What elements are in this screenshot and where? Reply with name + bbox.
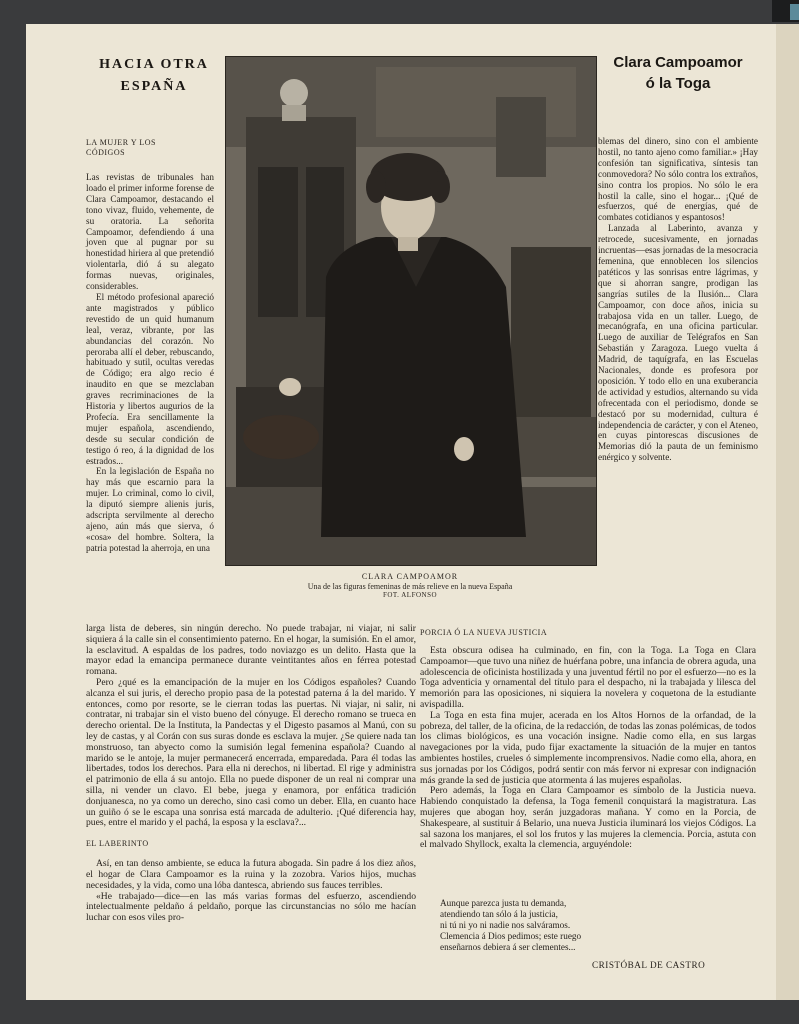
column-three [86, 624, 416, 924]
caption-credit: FOT. ALFONSO [382, 591, 438, 599]
subhead-porcia: PORCIA Ó LA NUEVA JUSTICIA [420, 628, 548, 637]
col3-paragraph-3: Así, en tan denso ambiente, se educa la futura abogada. Sin padre á los diez años, el hogar de Clara Campoamor es la ruina y la zozobra. Varios hijos, muchas necesidades, y la vida, como una lóba dantesca, abriendo sus fauces terribles. [86, 858, 416, 891]
caption-name: CLARA CAMPOAMOR [361, 572, 459, 581]
verse-line-5: enseñarnos debiera á ser clementes... [440, 942, 576, 952]
col4-paragraph-1: Esta obscura odisea ha culminado, en fin, con la Toga. La Toga en Clara Campoamor—que tuvo una niñez de huérfana pobre, una infancia de obrera aguda, una adolescencia de oficinista hostilizada y una juventud fértil no por el esfuerzo—no es la Toga adventicia y ornamental del título para el despacho, ni la trabajada y lilesca del memorión para las oposiciones, ni siquiera la novelera y coquetona de la estudiante avispadilla. [420, 645, 756, 710]
author-signature: CRISTÓBAL DE CASTRO [592, 960, 706, 970]
col1-paragraph-2: El método profesional apareció ante magistrados y público revestido de un quid humanum leal, veraz, vibrante, por las abundancias del corazón. No peroraba allí el deber, rebuscando, habituado y sutil, ocultas veredas de Código; era algo recio é inaudito en que se mezclaban graves recriminaciones de la Historia y libertos augurios de la Profecía. Era sencillamente la mujer española, ascendiendo, desde su secular condición de testigo ó reo, á la dignidad de los estrados... [86, 291, 214, 466]
column-two [598, 136, 758, 463]
section-title [84, 54, 224, 98]
article-title-line2: ó la Toga [645, 75, 711, 92]
column-four [420, 628, 756, 851]
subhead-mujer-codigos: LA MUJER Y LOS CÓDIGOS [86, 138, 156, 157]
verse-line-1: Aunque parezca justa tu demanda, [440, 898, 567, 908]
col3-paragraph-4: «He trabajado—dice—en las más varias formas del esfuerzo, ascendiendo intelectualmente peldaño á peldaño, porque las circunstancias no sólo me hacían luchar con esos viles pro- [86, 890, 416, 924]
col3-paragraph-2: Pero ¿qué es la emancipación de la mujer en los Códigos españoles? Cuando alcanza el sui juris, el derecho propio pasa de la potestad paterna á la del marido. Y entonces, como por resorte, se le cierran todas las puertas. Ni viajar, ni salir, ni contratar, ni trabajar sin el visto bueno del cónyuge. El derecho romano se trueca en derecho oriental. De la Instituta, la Pandectas y el Digesto pasamos al Manú, con su ley de castas, y al Corán con sus suras donde es esclava la mujer. ¿Se quiere nada tan monstruoso, tan abyecto como la sumisión legal femenina española? Cuando al marido se le antoje, la mujer permanecerá encerrada, emparedada. Para él todas las libertades, todos los derechos. Para ella ni derechos, ni libertad. El rige y administra el patrimonio de ella á su antojo. Ella no puede disponer de un real ni comprar una silla, ni vender un clavo. El bebe, juega y enamora, por enfática tradición donjuanesca, no ya como un derecho, sino casi como un deber. Ella, en cuanto hace un guiño ó se le escapa una sonrisa está marcada de adulterio. ¡Qué diferencia hay, pues, entre el marido y el pachá, la esposa y la esclava?... [86, 676, 416, 829]
col1-paragraph-1: Las revistas de tribunales han loado el primer informe forense de Clara Campoamor, destacando el tono vivaz, fluido, vehemente, de su oratoria. La señorita Campoamor, defendiendo á una joven que al pugnar por su honestidad hiriera al que pretendió violentarla, dió á su alegato formas nuevas, originales, considerables. [86, 172, 214, 292]
column-one [86, 138, 214, 554]
section-title-line1: HACIA OTRA [99, 57, 209, 72]
photo-caption [225, 572, 595, 601]
col2-paragraph-1: blemas del dinero, sino con el ambiente hostil, no tanto ajeno como familiar.» ¡Hay confesión tan significativa, síntesis tan conmovedora? No sólo contra los extraños, sino contra los propios. No sólo le era hostil la calle, sino el hogar... ¡Qué de esfuerzos, qué de energías, qué de combates cotidianos y espantosos! [598, 136, 758, 223]
section-title-line2: ESPAÑA [120, 79, 188, 94]
portrait-photo [225, 56, 597, 566]
col1-paragraph-3: En la legislación de España no hay más que escarnio para la mujer. Lo criminal, como lo civil, la diputó siempre alienis juris, adscripta servilmente al derecho ajeno, aún más que sierva, ó «cosa» del hombre. Soltera, la patria potestad la aherroja, en una [86, 466, 214, 553]
scan-tab [790, 4, 799, 20]
col4-paragraph-2: La Toga en esta fina mujer, acerada en los Altos Hornos de la orfandad, de la pobreza, del taller, de la oficina, de la redacción, de todas las zonas polémicas, de todos los climas biológicos, es una vocación insigne. Nadie como ella, en sus largas navegaciones por la vida, pudo fijar exactamente la situación de la mujer en tantos ambientes hostiles, crueles ó simplemente incomprensivos. Nadie como ella, ahora, en sus jornadas por los Códigos, podrá sentir con más fervor ni expresar con indignación más grande la sed de justicia que atormenta á las mujeres españolas. [420, 709, 756, 786]
article-title-line1: Clara Campoamor [613, 54, 743, 71]
verse-quote [440, 898, 640, 953]
col2-paragraph-2: Lanzada al Laberinto, avanza y retrocede, sucesivamente, en jornadas incruentas—esas jornadas de la mesocracia femenina, que ennoblecen los silencios patéticos y las sonrisas entre lágrimas, y que si ahorran sangre, prodigan las sangrías sutiles de la Ilusión... Clara Campoamor, con doce años, inicia su trabajosa vida en un taller. Luego, de mecanógrafa, en una oficina particular. Luego de auxiliar de Telégrafos en San Sebastián y Zaragoza. Luego vuelta á Madrid, de taquígrafa, en las Escuelas Nacionales, donde es profesora por oposición. Y todo ello en una exuberancia de actividad y estudios, alternando su vida ofrecentada con el periodismo, donde se destacó por su modernidad, cultura é independencia de carácter, y con el Ateneo, en cuyas pintorescas discusiones de Memorias dió la pauta de un feminismo enérgico y solvente. [598, 223, 758, 463]
verse-line-2: atendiendo tan sólo á la justicia, [440, 909, 558, 919]
article-title [598, 52, 758, 94]
verse-line-4: Clemencia á Dios pedimos; este ruego [440, 931, 582, 941]
caption-description: Una de las figuras femeninas de más relieve en la nueva España [307, 581, 513, 591]
col4-paragraph-3: Pero además, la Toga en Clara Campoamor es símbolo de la Justicia nueva. Habiendo conquistado la defensa, la Toga femenil conquistará la magistratura. Las mujeres que abogan hoy, serán juzgadoras mañana. Y como en la Porcia, de Shakespeare, al sustituir á Belario, una nueva Justicia iluminará los viejos Códigos. La sal sazona los manjares, el sol los frutos y las mujeres la clemencia. Porcia, astuta con el malvado Shyllock, exalta la clemencia, arguyéndole: [420, 785, 756, 851]
col3-paragraph-1: larga lista de deberes, sin ningún derecho. No puede trabajar, ni viajar, ni salir siquiera á la calle sin el consentimiento paterno. En el hogar, la sumisión. En el amor, la esclavitud. A espaldas de los padres, todo noviazgo es un delito. Hasta que la mayor edad la emancipa permanece durante veintitantes años en férrea potestad romana. [86, 623, 416, 678]
portrait-illustration [226, 57, 596, 565]
subhead-laberinto: EL LABERINTO [86, 839, 149, 849]
verse-line-3: ni tú ni yo ni nadie nos salváramos. [440, 920, 571, 930]
magazine-page [26, 24, 776, 1000]
